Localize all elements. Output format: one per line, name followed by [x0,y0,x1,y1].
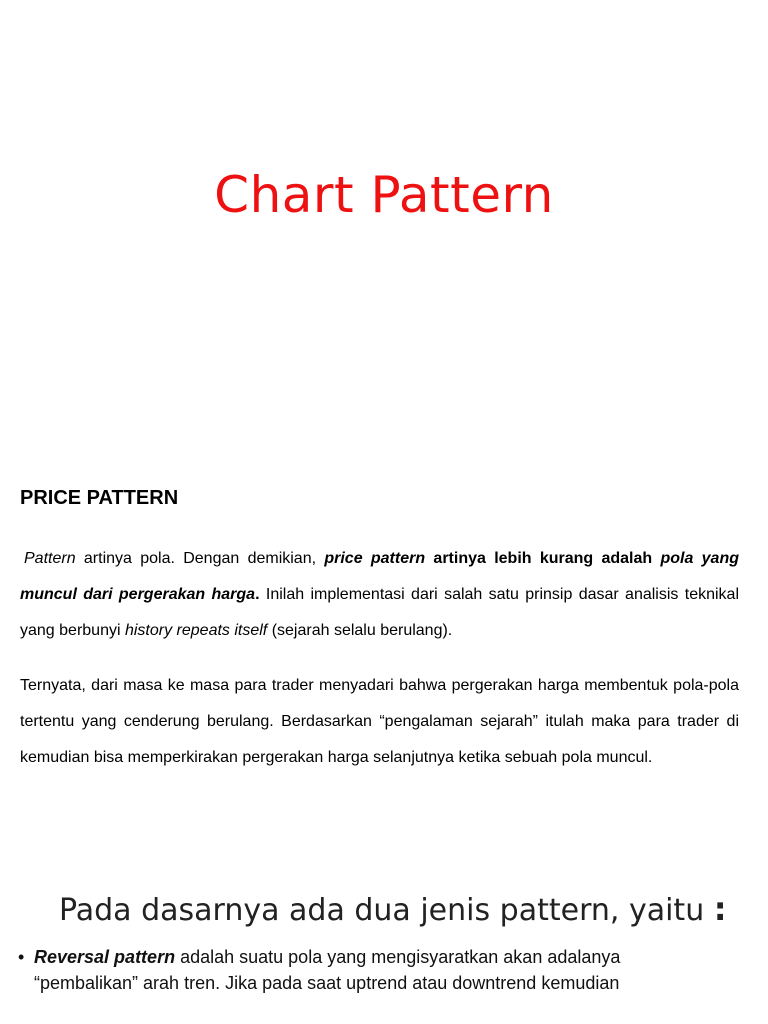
bullet-text-line2: “pembalikan” arah tren. Jika pada saat uptrend atau downtrend kemudian [34,973,620,993]
text-span: (sejarah selalu berulang). [267,622,453,639]
bold-period: . [255,586,260,603]
subheading [59,890,727,928]
term-price-pattern-text: price pattern [324,550,426,567]
subheading-colon: : [713,890,727,928]
bold-text-span: artinya lebih kurang adalah [425,550,661,567]
paragraph-definition [20,541,739,649]
price-pattern-slide [0,432,768,850]
term-pattern: Pattern [24,550,76,567]
subheading-text: Pada dasarnya ada dua jenis pattern, yaitu [59,893,714,928]
bullet-icon: • [18,947,25,967]
paragraph-explanation: Ternyata, dari masa ke masa para trader menyadari bahwa pergerakan harga membentuk pola-pola tertentu yang cenderung berulang. Berdasarkan “pengalaman sejarah” itulah maka para trader di kemudian bisa memperkirakan pergerakan harga selanjutnya ketika sebuah pola muncul. [20,677,739,766]
term-history: history repeats itself [124,622,268,639]
list-item [18,944,718,996]
definition-phrase: pola yang muncul dari pergerakan harga [20,550,740,603]
text-span: Inilah implementasi dari salah satu prinsip dasar analisis teknikal yang berbunyi [20,586,739,639]
title-slide [0,0,768,432]
bullet-text: adalah suatu pola yang mengisyaratkan akan adalanya [175,947,621,967]
term-reversal-pattern: Reversal pattern [34,947,176,967]
page-title: Chart Pattern [214,166,554,224]
section-heading: PRICE PATTERN [20,487,179,509]
pattern-types-slide [0,850,768,1024]
text-span: artinya pola. Dengan demikian, [75,550,325,567]
